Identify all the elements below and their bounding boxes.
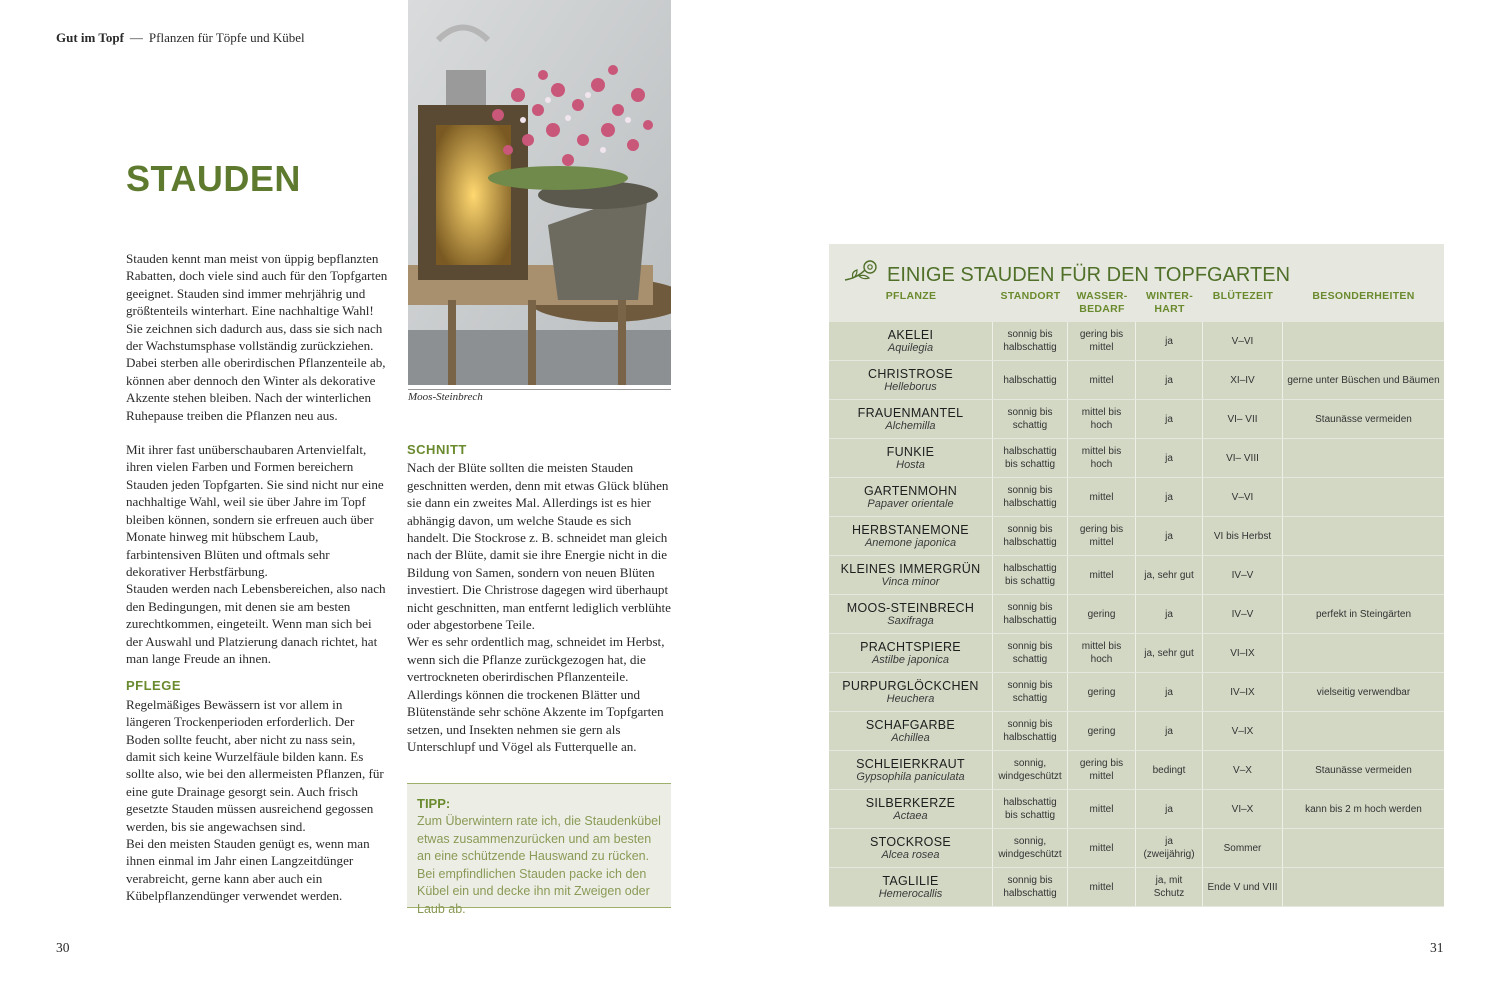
- plant-name: SILBERKERZE: [865, 795, 956, 810]
- plant-latin-name: Heuchera: [886, 692, 935, 705]
- cell-bluetezeit: V–IX: [1203, 712, 1283, 750]
- table-header: [829, 290, 1444, 320]
- cell-wasserbedarf: [1068, 751, 1136, 789]
- col-header-standort: STANDORT: [1000, 290, 1061, 302]
- plant-name: TAGLILIE: [882, 873, 939, 888]
- cell-line: ja: [1165, 803, 1173, 815]
- cell-besonderheiten: [1283, 634, 1444, 672]
- cell-line: sonnig bis: [1007, 602, 1053, 613]
- cell-line: ja: [1165, 725, 1173, 737]
- cell-line: ja, sehr gut: [1144, 647, 1194, 659]
- cell-plant: [829, 517, 993, 555]
- table-row: [829, 517, 1444, 555]
- paragraph: Wer es sehr ordentlich mag, schneidet im Herbst, wenn sich die Pflanze zurückgezogen hat, die vertrockneten oberirdischen Pflanzenteile. Allerdings können die trockenen Blätter und Blütenstände sehr schöne Akzente im Topfgarten setzen, und Insekten nehmen sie gern als Unterschlupf und Vögel als Futterquelle an.: [407, 634, 665, 754]
- table-row: [829, 478, 1444, 516]
- cell-line: sonnig,: [1013, 758, 1047, 769]
- cell-winterhart: [1136, 790, 1203, 828]
- photo-lantern-flowers: [408, 0, 671, 385]
- cell-besonderheiten: [1283, 517, 1444, 555]
- plant-latin-name: Hemerocallis: [878, 887, 943, 900]
- cell-bluetezeit: Sommer: [1203, 829, 1283, 867]
- cell-winterhart: [1136, 517, 1203, 555]
- cell-line: ja, mit: [1155, 875, 1183, 886]
- page-number-right: 31: [1430, 940, 1444, 955]
- cell-besonderheiten: vielseitig verwendbar: [1316, 686, 1411, 698]
- plant-name: STOCKROSE: [870, 834, 951, 849]
- cell-line: mittel: [1089, 537, 1114, 548]
- cell-line: hoch: [1090, 420, 1113, 431]
- page-number-left: 30: [56, 940, 70, 955]
- cell-besonderheiten: perfekt in Steingärten: [1315, 608, 1412, 620]
- cell-line: mittel: [1089, 374, 1114, 386]
- cell-winterhart: [1136, 751, 1203, 789]
- cell-line: mittel bis: [1081, 641, 1122, 652]
- plant-name: SCHLEIERKRAUT: [856, 756, 965, 771]
- cell-winterhart: [1136, 712, 1203, 750]
- plant-latin-name: Vinca minor: [881, 575, 940, 588]
- caption-rule: [408, 389, 671, 390]
- cell-wasserbedarf: [1068, 361, 1136, 399]
- cell-plant: [829, 751, 993, 789]
- cell-wasserbedarf: [1068, 556, 1136, 594]
- cell-bluetezeit: V–VI: [1203, 322, 1283, 360]
- plant-latin-name: Alchemilla: [885, 419, 936, 432]
- cell-line: ja: [1165, 452, 1173, 464]
- cell-bluetezeit: XI–IV: [1203, 361, 1283, 399]
- cell-line: sonnig bis: [1007, 524, 1053, 535]
- cell-line: halbschattig: [1003, 615, 1057, 626]
- cell-line: sonnig bis: [1007, 329, 1053, 340]
- table-row: [829, 673, 1444, 711]
- cell-bluetezeit: IV–V: [1203, 595, 1283, 633]
- table-row: [829, 868, 1444, 906]
- cell-bluetezeit: VI– VIII: [1203, 439, 1283, 477]
- cell-line: ja: [1165, 608, 1173, 620]
- cell-line: bis schattig: [1004, 459, 1056, 470]
- cell-besonderheiten: [1283, 478, 1444, 516]
- flower-sketch-icon: [843, 258, 881, 284]
- running-header: [56, 30, 305, 46]
- cell-standort: [993, 673, 1068, 711]
- cell-bluetezeit: IV–V: [1203, 556, 1283, 594]
- cell-line: bis schattig: [1004, 576, 1056, 587]
- col-header-besonderheiten: BESONDERHEITEN: [1312, 290, 1415, 302]
- cell-bluetezeit: VI– VII: [1203, 400, 1283, 438]
- table-row: [829, 439, 1444, 477]
- plant-name: MOOS-STEINBRECH: [846, 600, 975, 615]
- cell-standort: [993, 322, 1068, 360]
- cell-line: hoch: [1090, 654, 1113, 665]
- paragraph: Stauden werden nach Lebensbereichen, also nach den Bedingungen, mit denen sie am besten zurechtkommen, eingeteilt. Wenn man sich bei der Auswahl und Platzierung danach richtet, hat man lange Freude an ihnen.: [126, 581, 386, 666]
- table-title-text: EINIGE STAUDEN FÜR DEN TOPFGARTEN: [887, 264, 1291, 286]
- cell-bluetezeit: VI–IX: [1203, 634, 1283, 672]
- cell-line: mittel: [1089, 569, 1114, 581]
- paragraph: Bei den meisten Stauden genügt es, wenn man ihnen einmal im Jahr einen Langzeitdünger verabreicht, gerne kann aber auch ein Kübelpflanzendünger verwendet werden.: [126, 836, 370, 904]
- cell-plant: [829, 439, 993, 477]
- plant-name: PRACHTSPIERE: [860, 639, 961, 654]
- cell-line: halbschattig: [1003, 342, 1057, 353]
- cell-line: halbschattig: [1003, 563, 1057, 574]
- cell-standort: [993, 478, 1068, 516]
- cell-standort: [993, 712, 1068, 750]
- cell-line: sonnig bis: [1007, 641, 1053, 652]
- cell-line: halbschattig: [1003, 732, 1057, 743]
- cell-line: ja: [1165, 836, 1173, 847]
- cell-line: mittel: [1089, 491, 1114, 503]
- cell-line: ja: [1165, 413, 1173, 425]
- cell-bluetezeit: VI–X: [1203, 790, 1283, 828]
- cell-plant: [829, 478, 993, 516]
- cell-standort: [993, 361, 1068, 399]
- cell-line: ja: [1165, 530, 1173, 542]
- cell-line: halbschattig: [1003, 537, 1057, 548]
- cell-line: ja: [1165, 686, 1173, 698]
- plant-name: HERBSTANEMONE: [852, 522, 969, 537]
- cell-plant: [829, 556, 993, 594]
- schnitt-heading: SCHNITT: [407, 442, 467, 457]
- plant-latin-name: Alcea rosea: [881, 848, 940, 861]
- paragraph: Mit ihrer fast unüberschaubaren Artenvielfalt, ihren vielen Farben und Formen bereichern Stauden jeden Topfgarten. Sie sind nicht nur eine nachhaltige Wahl, weil sie über Jahre im Topf bleiben können, sondern sie erfreuen auch über Monate hinweg mit hübschem Laub, farbintensiven Blüten und oftmals sehr dekorativer Herbstfärbung.: [126, 442, 384, 579]
- cell-line: sonnig bis: [1007, 485, 1053, 496]
- tip-label: TIPP:: [417, 796, 451, 811]
- cell-line: gering bis: [1079, 524, 1124, 535]
- cell-wasserbedarf: [1068, 595, 1136, 633]
- cell-standort: [993, 829, 1068, 867]
- text-column-2: [407, 441, 671, 755]
- cell-bluetezeit: V–VI: [1203, 478, 1283, 516]
- cell-line: hoch: [1090, 459, 1113, 470]
- cell-winterhart: [1136, 400, 1203, 438]
- section-title: STAUDEN: [126, 158, 301, 199]
- cell-winterhart: [1136, 322, 1203, 360]
- cell-line: halbschattig: [1003, 797, 1057, 808]
- cell-besonderheiten: kann bis 2 m hoch werden: [1305, 803, 1422, 815]
- cell-standort: [993, 751, 1068, 789]
- cell-besonderheiten: [1283, 829, 1444, 867]
- cell-plant: [829, 868, 993, 906]
- plant-latin-name: Helleborus: [884, 380, 937, 393]
- cell-line: ja: [1165, 374, 1173, 386]
- cell-line: bis schattig: [1004, 810, 1056, 821]
- cell-wasserbedarf: [1068, 322, 1136, 360]
- cell-plant: [829, 361, 993, 399]
- cell-plant: [829, 829, 993, 867]
- cell-line: mittel: [1089, 842, 1114, 854]
- cell-line: sonnig bis: [1007, 875, 1053, 886]
- cell-winterhart: [1136, 361, 1203, 399]
- table-row: [829, 322, 1444, 360]
- cell-line: mittel: [1089, 803, 1114, 815]
- cell-line: schattig: [1012, 693, 1048, 704]
- table-row: [829, 595, 1444, 633]
- plant-latin-name: Saxifraga: [887, 614, 934, 627]
- cell-line: ja, sehr gut: [1144, 569, 1194, 581]
- table-row: [829, 790, 1444, 828]
- tip-text: Zum Überwintern rate ich, die Staudenkübel etwas zusammenzurücken und am besten an eine schützende Hauswand zu rücken. Bei empfindlichen Stauden packe ich den Kübel ein und decke ihn mit Zweigen oder Laub ab.: [417, 814, 661, 916]
- cell-standort: [993, 517, 1068, 555]
- cell-winterhart: [1136, 868, 1203, 906]
- paragraph: Regelmäßiges Bewässern ist vor allem in längeren Trockenperioden erforderlich. Der Boden sollte feucht, aber nicht zu nass sein, damit sich keine Wurzelfäule bilden kann. Es sollte also, wie bei den allermeisten Pflanzen, für eine gute Drainage gesorgt sein. Auch frisch gesetzte Stauden müssen ausreichend gegossen werden, bis sie angewachsen sind.: [126, 696, 384, 834]
- cell-standort: [993, 439, 1068, 477]
- plant-latin-name: Achillea: [891, 731, 930, 744]
- cell-wasserbedarf: [1068, 400, 1136, 438]
- perennials-table: [829, 244, 1444, 907]
- plant-latin-name: Gypsophila paniculata: [856, 770, 965, 783]
- plant-latin-name: Hosta: [896, 458, 925, 471]
- plant-name: KLEINES IMMERGRÜN: [840, 561, 981, 576]
- cell-winterhart: [1136, 439, 1203, 477]
- cell-bluetezeit: Ende V und VIII: [1203, 868, 1283, 906]
- photo-caption: Moos-Steinbrech: [408, 391, 483, 403]
- table-row: [829, 400, 1444, 438]
- table-row: [829, 634, 1444, 672]
- cell-bluetezeit: VI bis Herbst: [1203, 517, 1283, 555]
- cell-line: gering: [1087, 725, 1116, 737]
- cell-line: halbschattig: [1003, 888, 1057, 899]
- cell-standort: [993, 595, 1068, 633]
- paragraph: Stauden kennt man meist von üppig bepflanzten Rabatten, doch viele sind auch für den Topfgarten geeignet. Stauden sind immer mehrjährig und größtenteils winterhart. Eine nachhaltige Wahl! Sie zeichnen sich dadurch aus, dass sie sich nach der Wachstumsphase vollständig zurückziehen. Dabei sterben alle oberirdischen Pflanzenteile ab, können aber dennoch den Winter als dekorative Akzente stehen bleiben. Nach der winterlichen Ruhepause treiben die Pflanzen neu aus.: [126, 251, 388, 423]
- cell-line: schattig: [1012, 420, 1048, 431]
- cell-winterhart: [1136, 829, 1203, 867]
- cell-plant: [829, 712, 993, 750]
- cell-line: sonnig,: [1013, 836, 1047, 847]
- plant-latin-name: Papaver orientale: [867, 497, 954, 510]
- cell-line: bedingt: [1152, 764, 1186, 776]
- cell-bluetezeit: IV–IX: [1203, 673, 1283, 711]
- cell-wasserbedarf: [1068, 712, 1136, 750]
- plant-name: CHRISTROSE: [868, 366, 953, 381]
- table-body: [829, 322, 1444, 907]
- cell-standort: [993, 634, 1068, 672]
- cell-line: mittel: [1089, 342, 1114, 353]
- paragraph: Nach der Blüte sollten die meisten Stauden geschnitten werden, denn mit etwas Glück blühen sie dann ein zweites Mal. Allerdings ist es hier abhängig davon, um welche Staude es sich handelt. Die Stockrose z. B. schneidet man gleich nach der Blüte, damit sie ihre Energie nicht in die Bildung von Samen, sondern von neuen Blüten investiert. Die Christrose dagegen wird überhaupt nicht geschnitten, man entfernt lediglich verblühte oder abgestorbene Teile.: [407, 460, 671, 633]
- text-column-1: [126, 250, 388, 905]
- cell-wasserbedarf: [1068, 439, 1136, 477]
- cell-besonderheiten: [1283, 712, 1444, 750]
- cell-plant: [829, 322, 993, 360]
- cell-wasserbedarf: [1068, 673, 1136, 711]
- cell-line: mittel: [1089, 881, 1114, 893]
- cell-line: gering bis: [1079, 758, 1124, 769]
- col-header-winterhart: WINTER- HART: [1145, 290, 1193, 315]
- cell-line: mittel bis: [1081, 407, 1122, 418]
- plant-latin-name: Actaea: [893, 809, 928, 822]
- cell-line: halbschattig: [1003, 446, 1057, 457]
- cell-line: gering: [1087, 686, 1116, 698]
- cell-line: schattig: [1012, 654, 1048, 665]
- table-title: [843, 258, 1290, 287]
- cell-winterhart: [1136, 673, 1203, 711]
- cell-wasserbedarf: [1068, 478, 1136, 516]
- cell-line: sonnig bis: [1007, 680, 1053, 691]
- plant-name: FRAUENMANTEL: [857, 405, 964, 420]
- table-row: [829, 829, 1444, 867]
- cell-plant: [829, 634, 993, 672]
- cell-standort: [993, 400, 1068, 438]
- pflege-heading: PFLEGE: [126, 678, 182, 694]
- cell-line: Schutz: [1153, 888, 1185, 899]
- cell-wasserbedarf: [1068, 829, 1136, 867]
- plant-name: PURPURGLÖCKCHEN: [842, 678, 979, 693]
- cell-line: (zweijährig): [1143, 849, 1195, 860]
- cell-winterhart: [1136, 556, 1203, 594]
- cell-wasserbedarf: [1068, 868, 1136, 906]
- table-row: [829, 556, 1444, 594]
- cell-winterhart: [1136, 595, 1203, 633]
- cell-line: windgeschützt: [998, 771, 1062, 782]
- cell-line: sonnig bis: [1007, 719, 1053, 730]
- cell-plant: [829, 400, 993, 438]
- cell-wasserbedarf: [1068, 790, 1136, 828]
- book-title: Gut im Topf: [56, 30, 124, 45]
- cell-line: windgeschützt: [998, 849, 1062, 860]
- plant-name: GARTENMOHN: [863, 483, 958, 498]
- table-row: [829, 712, 1444, 750]
- cell-besonderheiten: [1283, 556, 1444, 594]
- cell-besonderheiten: [1283, 439, 1444, 477]
- cell-wasserbedarf: [1068, 517, 1136, 555]
- cell-line: gering: [1087, 608, 1116, 620]
- col-header-bluetezeit: BLÜTEZEIT: [1212, 290, 1274, 302]
- plant-latin-name: Astilbe japonica: [871, 653, 950, 666]
- cell-besonderheiten: [1283, 322, 1444, 360]
- cell-line: mittel bis: [1081, 446, 1122, 457]
- table-row: [829, 361, 1444, 399]
- cell-besonderheiten: gerne unter Büschen und Bäumen: [1287, 374, 1440, 386]
- plant-latin-name: Aquilegia: [887, 341, 934, 354]
- cell-line: ja: [1165, 335, 1173, 347]
- cell-standort: [993, 790, 1068, 828]
- cell-plant: [829, 790, 993, 828]
- cell-line: halbschattig: [1003, 498, 1057, 509]
- cell-wasserbedarf: [1068, 634, 1136, 672]
- plant-name: SCHAFGARBE: [865, 717, 956, 732]
- cell-besonderheiten: [1283, 868, 1444, 906]
- cell-standort: [993, 556, 1068, 594]
- col-header-pflanze: PFLANZE: [885, 290, 937, 302]
- cell-line: gering bis: [1079, 329, 1124, 340]
- plant-latin-name: Anemone japonica: [864, 536, 957, 549]
- chapter-title: Pflanzen für Töpfe und Kübel: [148, 30, 305, 45]
- tip-box: [407, 783, 671, 916]
- cell-plant: [829, 595, 993, 633]
- cell-line: mittel: [1089, 771, 1114, 782]
- cell-winterhart: [1136, 478, 1203, 516]
- table-row: [829, 751, 1444, 789]
- header-dash: —: [129, 30, 143, 45]
- col-header-wasserbedarf: WASSER- BEDARF: [1076, 290, 1128, 315]
- plant-name: FUNKIE: [886, 444, 935, 459]
- cell-line: ja: [1165, 491, 1173, 503]
- cell-besonderheiten: Staunässe vermeiden: [1315, 764, 1412, 776]
- cell-line: halbschattig: [1003, 374, 1057, 386]
- cell-line: sonnig bis: [1007, 407, 1053, 418]
- cell-besonderheiten: Staunässe vermeiden: [1315, 413, 1412, 425]
- cell-bluetezeit: V–X: [1203, 751, 1283, 789]
- cell-plant: [829, 673, 993, 711]
- plant-name: AKELEI: [887, 327, 934, 342]
- cell-standort: [993, 868, 1068, 906]
- cell-winterhart: [1136, 634, 1203, 672]
